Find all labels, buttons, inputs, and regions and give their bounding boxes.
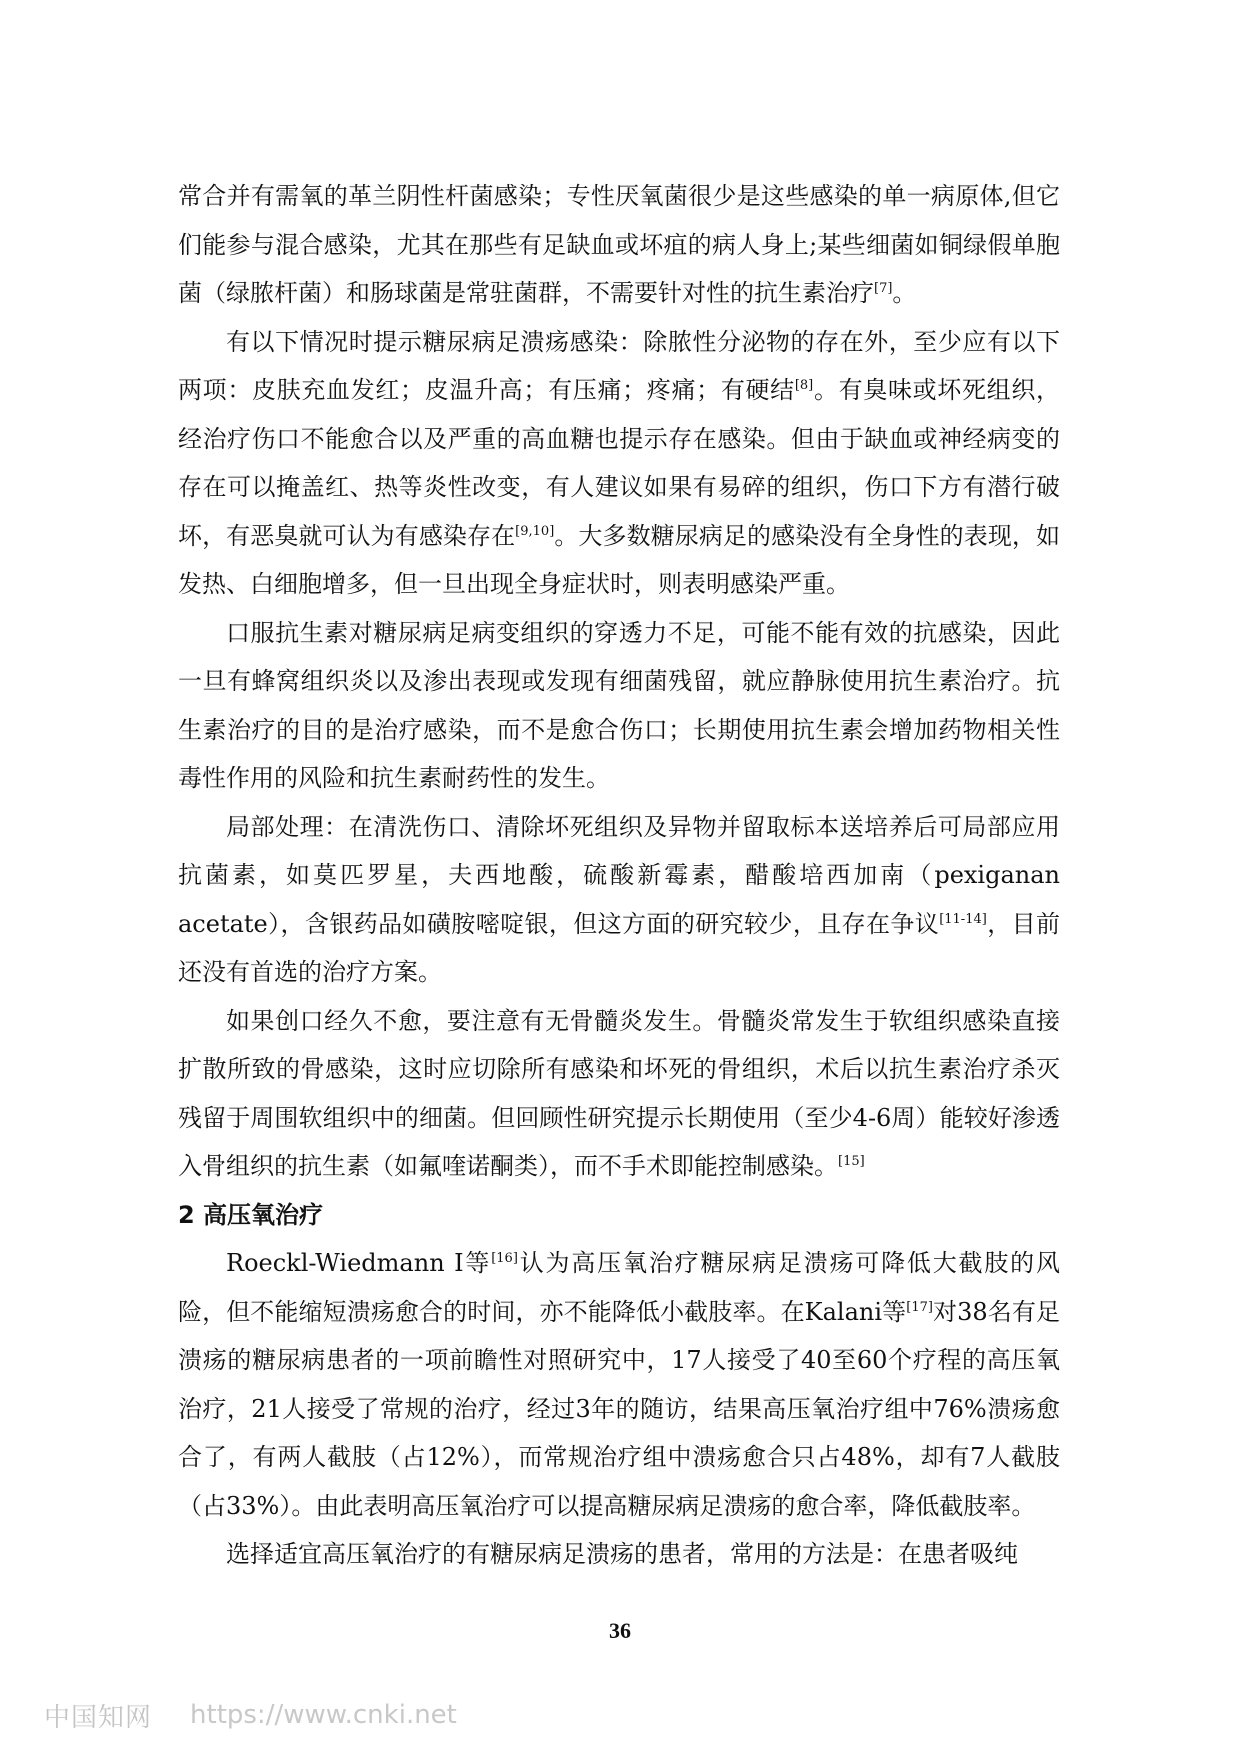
- body-text: [178, 172, 1060, 1579]
- paragraph: [178, 803, 1060, 997]
- paragraph-text: 。大多数糖尿病足的感染没有全身性的表现，如发热、白细胞增多，但一旦出现全身症状时，则表明感染严重。: [178, 521, 1061, 598]
- paragraph-text: 。: [892, 279, 917, 307]
- cnki-logo-watermark: 中国知网: [44, 1702, 153, 1733]
- cnki-url-watermark: https://www.cnki.net: [190, 1700, 457, 1730]
- paragraph: [178, 318, 1060, 609]
- section-heading-text: 2 高压氧治疗: [178, 1200, 324, 1229]
- paragraph-text: 。有臭味或坏死组织，经治疗伤口不能愈合以及严重的高血糖也提示存在感染。但由于缺血或神经病变的存在可以掩盖红、热等炎性改变，有人建议如果有易碎的组织，伤口下方有潜行破坏，有恶臭就可认为有感染存在: [178, 376, 1061, 550]
- paragraph-text: 有以下情况时提示糖尿病足溃疡感染：除脓性分泌物的存在外，至少应有以下两项：皮肤充血发红；皮温升高；有压痛；疼痛；有硬结: [178, 327, 1060, 404]
- paragraph-text: 常合并有需氧的革兰阴性杆菌感染；专性厌氧菌很少是这些感染的单一病原体,但它们能参与混合感染，尤其在那些有足缺血或坏疽的病人身上;某些细菌如铜绿假单胞菌（绿脓杆菌）和肠球菌是常驻菌群，不需要针对性的抗生素治疗: [178, 182, 1060, 307]
- paragraph-text: 局部处理：在清洗伤口、清除坏死组织及异物并留取标本送培养后可局部应用抗菌素，如莫匹罗星，夫西地酸，硫酸新霉素，醋酸培西加南（pexiganan acetate），含银药品如磺胺嘧啶银，但这方面的研究较少，且存在争议: [178, 812, 1060, 938]
- paragraph: [178, 172, 1060, 318]
- paragraph-text: 认为高压氧治疗糖尿病足溃疡可降低大截肢的风险，但不能缩短溃疡愈合的时间，亦不能降低小截肢率。在Kalani等: [178, 1249, 1060, 1326]
- page-number: 36: [609, 1618, 631, 1643]
- citation-ref: [7]: [874, 281, 893, 296]
- paragraph: [178, 1530, 1060, 1579]
- paragraph-text: 对38名有足溃疡的糖尿病患者的一项前瞻性对照研究中，17人接受了40至60个疗程的高压氧治疗，21人接受了常规的治疗，经过3年的随访，结果高压氧治疗组中76%溃疡愈合了，有两人截肢（占12%），而常规治疗组中溃疡愈合只占48%，却有7人截肢（占33%）。由此表明高压氧治疗可以提高糖尿病足溃疡的愈合率，降低截肢率。: [178, 1297, 1060, 1520]
- paragraph-text: 如果创口经久不愈，要注意有无骨髓炎发生。骨髓炎常发生于软组织感染直接扩散所致的骨感染，这时应切除所有感染和坏死的骨组织，术后以抗生素治疗杀灭残留于周围软组织中的细菌。但回顾性研究提示长期使用（至少4-6周）能较好渗透入骨组织的抗生素（如氟喹诺酮类），而不手术即能控制感染。: [178, 1006, 1060, 1180]
- citation-ref: [9,10]: [515, 523, 555, 539]
- paragraph-text: 口服抗生素对糖尿病足病变组织的穿透力不足，可能不能有效的抗感染，因此一旦有蜂窝组织炎以及渗出表现或发现有细菌残留，就应静脉使用抗生素治疗。抗生素治疗的目的是治疗感染，而不是愈合伤口；长期使用抗生素会增加药物相关性毒性作用的风险和抗生素耐药性的发生。: [178, 618, 1060, 792]
- citation-ref: [8]: [794, 378, 814, 393]
- citation-ref: [16]: [491, 1251, 518, 1266]
- citation-ref: [17]: [906, 1299, 933, 1315]
- paragraph-text: Roeckl-Wiedmann I等: [226, 1249, 492, 1277]
- paragraph: [178, 609, 1060, 803]
- paragraph: [178, 1239, 1060, 1530]
- citation-ref: [15]: [838, 1154, 865, 1169]
- paragraph: [178, 997, 1060, 1191]
- citation-ref: [11-14]: [939, 911, 987, 927]
- section-heading: [178, 1191, 1060, 1240]
- paragraph-text: 选择适宜高压氧治疗的有糖尿病足溃疡的患者，常用的方法是：在患者吸纯: [226, 1540, 1018, 1568]
- watermark-footer: [44, 1698, 457, 1732]
- paragraph-text: ，目前还没有首选的治疗方案。: [178, 909, 1060, 986]
